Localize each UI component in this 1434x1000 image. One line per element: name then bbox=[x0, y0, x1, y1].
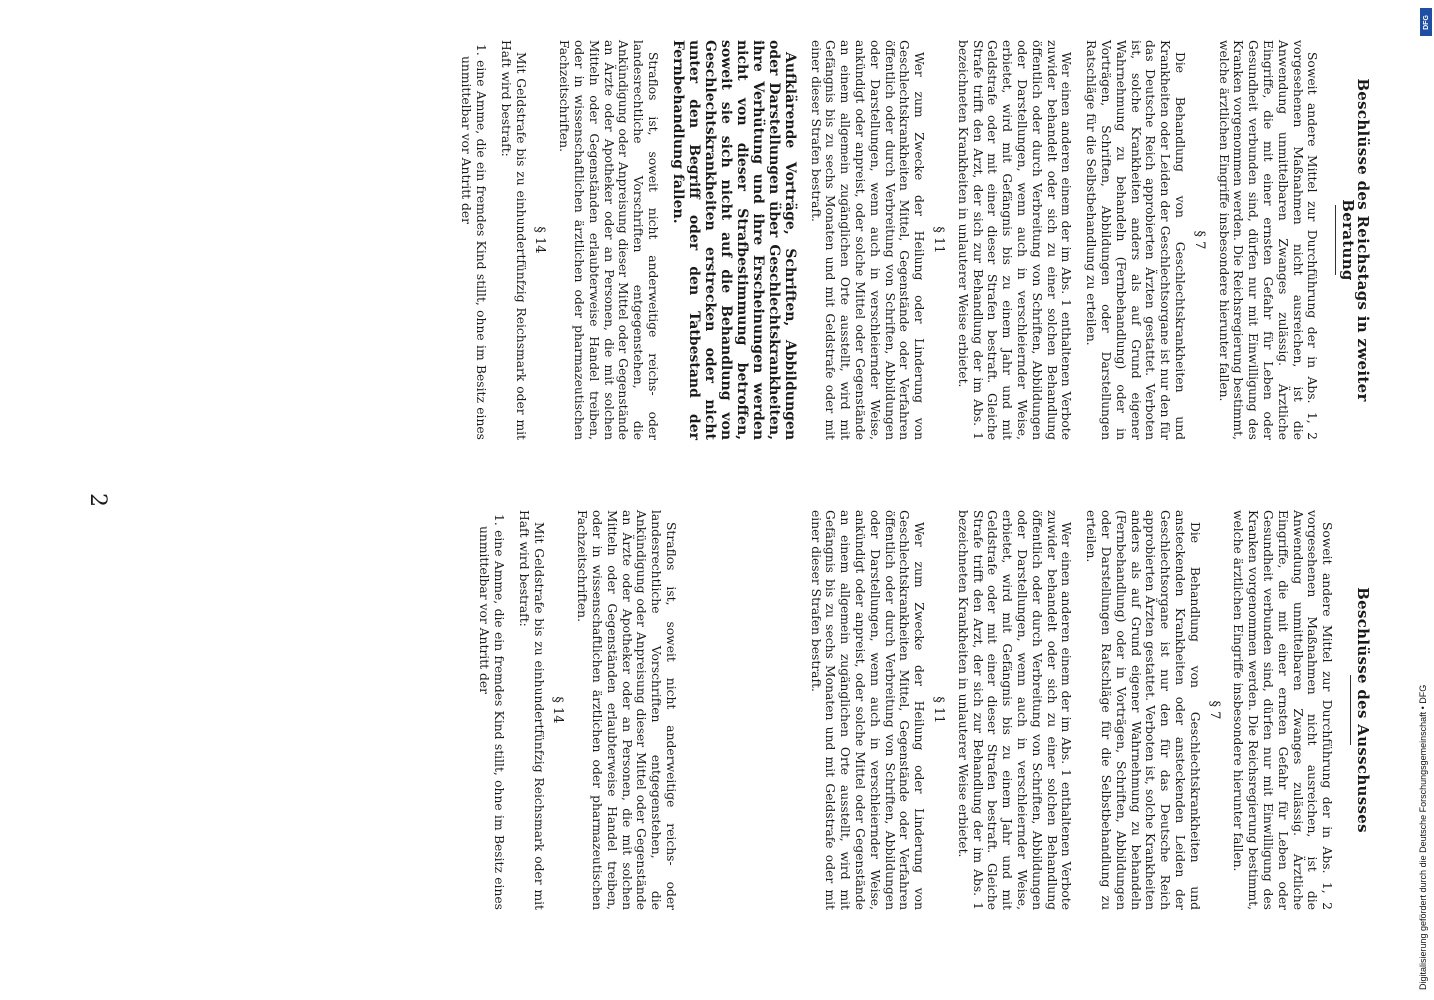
column-heading: Beschlüsse des Reichstags in zweiter Beratung bbox=[1339, 78, 1372, 402]
section-heading: § 11 bbox=[931, 696, 947, 724]
column-heading: Beschlüsse des Ausschusses bbox=[1354, 587, 1372, 833]
paragraph: Wer einen anderen einem der im Abs. 1 enthaltenen Verbote zuwider behandelt oder sich zu einer solchen Behandlung öffentlich oder durch Verbreitung von Schriften, Abbildungen oder Darstellungen, wenn auch in verschleiernder Weise, erbietet, wird mit Gefängnis bis zu einem Jahr und mit Geldstrafe oder mit einer dieser Strafen bestraft. Gleiche Strafe trifft den Arzt, der sich zur Behandlung der im Abs. 1 bezeichneten Krankheiten in unlauterer Weise erbietet. bbox=[955, 510, 1074, 910]
list-item: 1. eine Amme, die ein fremdes Kind stillt, ohne im Besitz eines unmittelbar vor Antritt der bbox=[477, 514, 506, 910]
paragraph: Die Behandlung von Geschlechtskrankheiten und Krankheiten oder Leiden der Geschlechtsorgane ist nur den für das Deutsche Reich approbierten Ärzten gestattet. Verboten ist, solche Krankheiten anders als auf Grund eigener Wahrnehmung zu behandeln (Fernbehandlung) oder in Vorträgen, Schriften, Abbildungen oder Darstellungen Ratschläge für die Selbstbehandlung zu erteilen. bbox=[1084, 40, 1188, 440]
section-heading: § 11 bbox=[931, 226, 947, 254]
paragraph: Mit Geldstrafe bis zu einhundertfünfzig Reichsmark oder mit Haft wird bestraft: bbox=[516, 510, 546, 910]
paragraph-bold: Aufklärende Vorträge, Schriften, Abbildungen oder Darstellungen über Geschlechtskrankheiten, ihre Verhütung und ihre Erscheinungen werden nicht von dieser Strafbestimmung betroffen, soweit sie sich nicht auf die Behandlung von Geschlechtskrankheiten erstrecken oder nicht unter den Begriff oder den Tatbestand der Fernbehandlung fallen. bbox=[669, 40, 798, 440]
paragraph: Die Behandlung von Geschlechtskrankheiten und ansteckenden Krankheiten oder ansteckenden Leiden der Geschlechtsorgane ist nur den für das Deutsche Reich approbierten Ärzten gestattet. Verboten ist, solche Krankheiten anders als auf Grund eigener Wahrnehmung zu behandeln (Fernbehandlung) oder in Vorträgen, Schriften, Abbildungen oder Darstellungen Ratschläge für die Selbstbehandlung zu erteilen. bbox=[1084, 510, 1202, 910]
section-heading: § 7 bbox=[1191, 230, 1207, 250]
section-heading: § 7 bbox=[1206, 700, 1222, 720]
list-item: 1. eine Amme, die ein fremdes Kind stillt, ohne im Besitz eines unmittelbar vor Antritt der bbox=[459, 44, 488, 440]
paragraph: Wer einen anderen einem der im Abs. 1 enthaltenen Verbote zuwider behandelt oder sich zu einer solchen Behandlung öffentlich oder durch Verbreitung von Schriften, Abbildungen oder Darstellungen, wenn auch in verschleiernder Weise, erbietet, wird mit Gefängnis bis zu einem Jahr und mit Geldstrafe oder mit einer dieser Strafen bestraft. Gleiche Strafe trifft den Arzt, der sich zur Behandlung der im Abs. 1 bezeichneten Krankheiten in unlauterer Weise erbietet. bbox=[955, 40, 1074, 440]
section-heading: § 14 bbox=[550, 696, 566, 724]
paragraph: Straflos ist, soweit nicht anderweitige reichs- oder landesrechtliche Vorschriften entgegenstehen, die Ankündigung oder Anpreisung dieser Mittel oder Gegenstände an Ärzte oder Apotheker oder an Personen, die mit solchen Mitteln oder Gegenständen erlaubterweise Handel treiben, oder in wissenschaftlichen ärztlichen oder pharmazeutischen Fachzeitschriften. bbox=[575, 510, 678, 910]
heading-rule bbox=[1350, 675, 1351, 745]
paragraph: Straflos ist, soweit nicht anderweitige reichs- oder landesrechtliche Vorschriften entgegenstehen, die Ankündigung oder Anpreisung dieser Mittel oder Gegenstände an Ärzte oder Apotheker oder an Personen, die mit solchen Mitteln oder Gegenständen erlaubterweise Handel treiben, oder in wissenschaftlichen ärztlichen oder pharmazeutischen Fachzeitschriften. bbox=[557, 40, 660, 440]
reichstag-resolutions-column bbox=[458, 40, 1370, 440]
paragraph: Soweit andere Mittel zur Durchführung der in Abs. 1, 2 vorgesehenen Maßnahmen nicht ausreichen, ist die Anwendung unmittelbaren Zwanges zulässig. Ärztliche Eingriffe, die mit einer ernsten Gefahr für Leben oder Gesundheit verbunden sind, dürfen nur mit Einwilligung des Kranken vorgenommen werden. Die Reichsregierung bestimmt, welche ärztlichen Eingriffe insbesondere hierunter fallen. bbox=[1216, 40, 1320, 440]
page-number: 2 bbox=[85, 493, 110, 507]
paragraph: Wer zum Zwecke der Heilung oder Linderung von Geschlechtskrankheiten Mittel, Gegenstände oder Verfahren öffentlich oder durch Verbreitung von Schriften, Abbildungen oder Darstellungen, wenn auch in verschleiernder Weise, ankündigt oder anpreist, oder solche Mittel oder Gegenstände an einem allgemein zugänglichen Orte ausstellt, wird mit Gefängnis bis zu sechs Monaten und mit Geldstrafe oder mit einer dieser Strafen bestraft. bbox=[808, 510, 927, 910]
digitization-note: Digitalisierung gefördert durch die Deutsche Forschungsgemeinschaft • DFG bbox=[1418, 684, 1428, 990]
spacer bbox=[678, 510, 798, 910]
paragraph: Mit Geldstrafe bis zu einhundertfünfzig Reichsmark oder mit Haft wird bestraft: bbox=[498, 40, 528, 440]
heading-rule bbox=[1335, 205, 1336, 275]
section-heading: § 14 bbox=[532, 226, 548, 254]
paragraph: Wer zum Zwecke der Heilung oder Linderung von Geschlechtskrankheiten Mittel, Gegenstände oder Verfahren öffentlich oder durch Verbreitung von Schriften, Abbildungen oder Darstellungen, wenn auch in verschleiernder Weise, ankündigt oder anpreist, oder solche Mittel oder Gegenstände an einem allgemein zugänglichen Orte ausstellt, wird mit Gefängnis bis zu sechs Monaten und mit Geldstrafe oder mit einer dieser Strafen bestraft. bbox=[808, 40, 927, 440]
committee-resolutions-column bbox=[476, 510, 1370, 910]
dfg-logo: DFG bbox=[1420, 8, 1432, 36]
paragraph: Soweit andere Mittel zur Durchführung der in Abs. 1, 2 vorgesehenen Maßnahmen nicht ausreichen, ist die Anwendung unmittelbaren Zwanges zulässig. Ärztliche Eingriffe, die mit einer ernsten Gefahr für Leben oder Gesundheit verbunden sind, dürfen nur mit Einwilligung des Kranken vorgenommen werden. Die Reichsregierung bestimmt, welche ärztlichen Eingriffe insbesondere hierunter fallen. bbox=[1231, 510, 1335, 910]
